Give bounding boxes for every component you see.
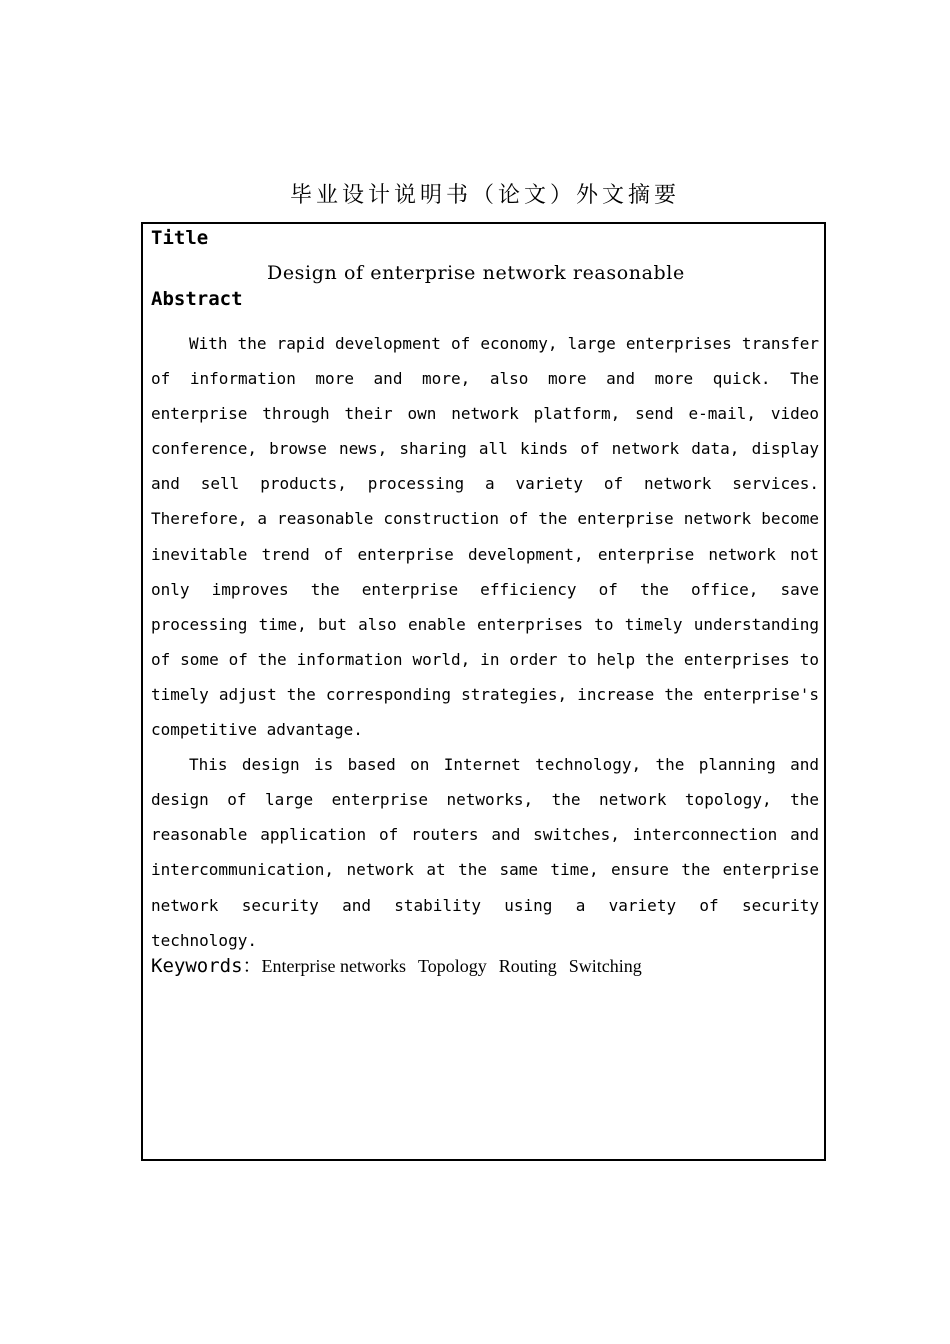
keyword-item: Topology [417, 956, 487, 976]
title-label: Title [151, 227, 209, 249]
title-value: Design of enterprise network reasonable [267, 262, 685, 284]
abstract-form-box [141, 222, 826, 1161]
abstract-paragraph: With the rapid development of economy, large enterprises transfer of information more and more, also more and more quick. The enterprise through their own network platform, send e-mail, video conference, browse news, sharing all kinds of network data, display and sell products, processing a variety of network services. Therefore, a reasonable construction of the enterprise network become inevitable trend of enterprise development, enterprise network not only improves the enterprise efficiency of the office, save processing time, but also enable enterprises to timely understanding of some of the information world, in order to help the enterprises to timely adjust the corresponding strategies, increase the enterprise's competitive advantage. [151, 334, 819, 740]
keyword-item: Switching [568, 956, 642, 976]
abstract-body [151, 326, 819, 958]
keyword-item: Enterprise networks [261, 956, 406, 976]
abstract-paragraph: This design is based on Internet technology, the planning and design of large enterprise networks, the network topology, the reasonable application of routers and switches, interconnection and intercommunication, network at the same time, ensure the enterprise network security and stability using a variety of security technology. [151, 755, 819, 950]
page-heading: 毕业设计说明书（论文）外文摘要 [289, 183, 680, 208]
keywords-line [151, 953, 654, 981]
abstract-label: Abstract [151, 288, 243, 310]
keywords-label: Keywords： [151, 955, 262, 977]
keyword-item: Routing [498, 956, 557, 976]
